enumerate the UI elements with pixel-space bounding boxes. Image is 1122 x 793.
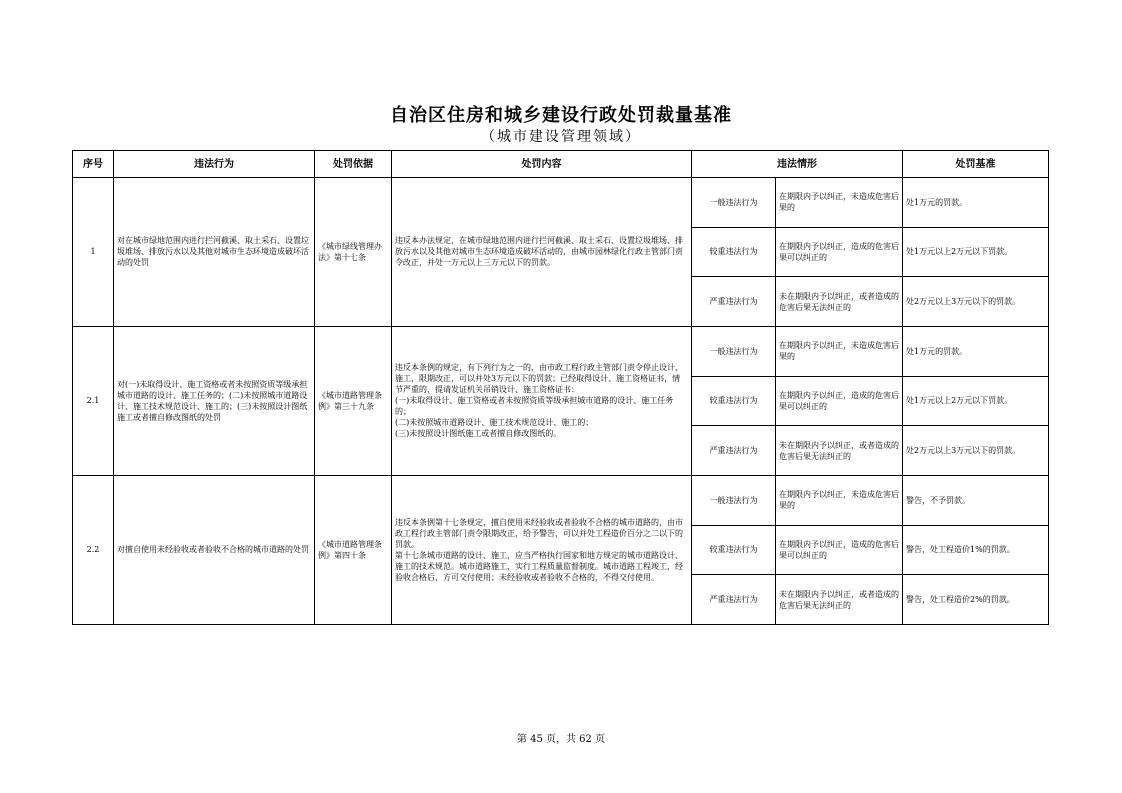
level-penalty: 处2万元以上3万元以下的罚款。 [903, 426, 1049, 476]
level-desc: 未在期限内予以纠正，或者造成的危害后果无法纠正的 [776, 426, 903, 476]
row-act: 对在城市绿地范围内进行拦河截溪、取土采石、设置垃圾堆场、排放污水以及其他对城市生态环境造成破坏活动的处罚 [114, 178, 315, 327]
table-header-row [73, 151, 1049, 178]
row-seq: 2.2 [73, 475, 114, 624]
level-desc: 在期限内予以纠正，未造成危害后果的 [776, 178, 903, 228]
level-label: 严重违法行为 [692, 277, 776, 327]
header-situation: 违法情形 [692, 151, 903, 178]
level-penalty: 警告，不予罚款。 [903, 475, 1049, 525]
level-desc: 在期限内予以纠正，未造成危害后果的 [776, 475, 903, 525]
row-seq: 2.1 [73, 326, 114, 475]
level-label: 一般违法行为 [692, 326, 776, 376]
level-penalty: 处2万元以上3万元以下的罚款。 [903, 277, 1049, 327]
table-row [73, 178, 1049, 228]
header-standard: 处罚基准 [903, 151, 1049, 178]
level-label: 严重违法行为 [692, 575, 776, 625]
level-penalty: 处1万元以上2万元以下罚款。 [903, 227, 1049, 277]
level-desc: 未在期限内予以纠正，或者造成的危害后果无法纠正的 [776, 277, 903, 327]
penalty-standards-table [72, 150, 1049, 625]
document-title: 自治区住房和城乡建设行政处罚裁量基准 [390, 105, 732, 126]
level-desc: 在期限内予以纠正，造成的危害后果可以纠正的 [776, 227, 903, 277]
page-number: 第 45 页，共 62 页 [516, 734, 606, 745]
header-basis: 处罚依据 [315, 151, 392, 178]
level-penalty: 处1万元以上2万元以下罚款。 [903, 376, 1049, 426]
header-content: 处罚内容 [392, 151, 692, 178]
level-penalty: 警告，处工程造价2%的罚款。 [903, 575, 1049, 625]
row-content: 违反本条例的规定，有下列行为之一的，由市政工程行政主管部门责令停止设计、施工，限期改正，可以并处3万元以下的罚款；已经取得设计、施工资格证书，情节严重的，提请发证机关吊销设计、施工资格证书： (一)未取得设计、施工资格或者未按照资质等级承担城市道路的设计、施工任务的； (二)未按照城市道路设计、施工技术规范设计、施工的； (三)未按照设计图纸施工或者擅自修改图纸的。 [392, 326, 692, 475]
level-desc: 在期限内予以纠正，造成的危害后果可以纠正的 [776, 376, 903, 426]
level-label: 一般违法行为 [692, 475, 776, 525]
row-basis: 《城市绿线管理办法》第十七条 [315, 178, 392, 327]
table-row [73, 326, 1049, 376]
level-desc: 在期限内予以纠正，未造成危害后果的 [776, 326, 903, 376]
level-label: 一般违法行为 [692, 178, 776, 228]
row-content: 违反本办法规定，在城市绿地范围内进行拦河截溪、取土采石、设置垃圾堆场、排放污水以及其他对城市生态环境造成破坏活动的，由城市园林绿化行政主管部门责令改正，并处一万元以上三万元以下的罚款。 [392, 178, 692, 327]
row-basis: 《城市道路管理条例》第三十九条 [315, 326, 392, 475]
level-desc: 在期限内予以纠正，造成的危害后果可以纠正的 [776, 525, 903, 575]
row-act: 对(一)未取得设计、施工资格或者未按照资质等级承担城市道路的设计、施工任务的；(二)未按照城市道路设计、施工技术规范设计、施工的；(三)未按照设计图纸施工或者擅自修改图纸的处罚 [114, 326, 315, 475]
row-seq: 1 [73, 178, 114, 327]
level-label: 严重违法行为 [692, 426, 776, 476]
level-label: 较重违法行为 [692, 525, 776, 575]
level-label: 较重违法行为 [692, 227, 776, 277]
row-basis: 《城市道路管理条例》第四十条 [315, 475, 392, 624]
level-penalty: 警告，处工程造价1%的罚款。 [903, 525, 1049, 575]
level-label: 较重违法行为 [692, 376, 776, 426]
document-subtitle: （城市建设管理领域） [481, 129, 641, 145]
header-act: 违法行为 [114, 151, 315, 178]
table-row [73, 475, 1049, 525]
level-penalty: 处1万元的罚款。 [903, 326, 1049, 376]
level-desc: 未在期限内予以纠正，或者造成的危害后果无法纠正的 [776, 575, 903, 625]
level-penalty: 处1万元的罚款。 [903, 178, 1049, 228]
header-seq: 序号 [73, 151, 114, 178]
row-content: 违反本条例第十七条规定，擅自使用未经验收或者验收不合格的城市道路的，由市政工程行政主管部门责令限期改正，给予警告，可以并处工程造价百分之二以下的罚款。 第十七条城市道路的设计、施工，应当严格执行国家和地方规定的城市道路设计、施工的技术规范。城市道路施工，实行工程质量监督制度。城市道路工程竣工，经验收合格后，方可交付使用；未经验收或者验收不合格的，不得交付使用。 [392, 475, 692, 624]
row-act: 对擅自使用未经验收或者验收不合格的城市道路的处罚 [114, 475, 315, 624]
